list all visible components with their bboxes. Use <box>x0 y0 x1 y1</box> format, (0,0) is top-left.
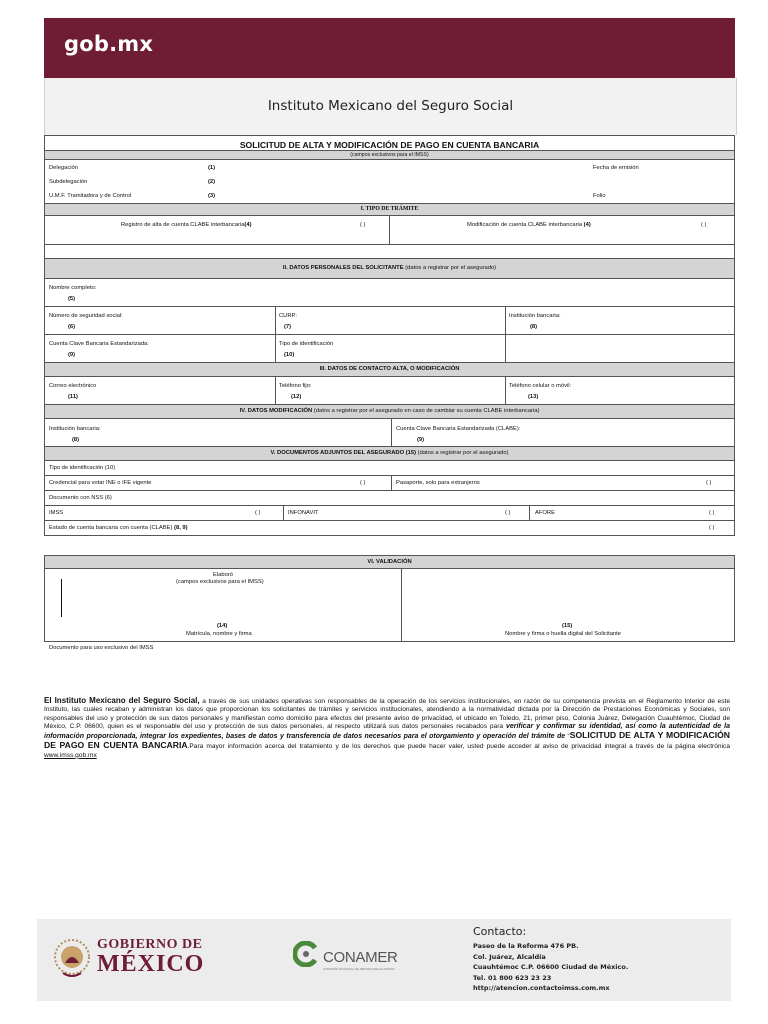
modificacion-row <box>44 419 735 447</box>
divider <box>505 307 506 334</box>
nss-label: Número de seguridad social: <box>49 313 123 319</box>
delegacion-label: Delegación <box>49 165 79 171</box>
registro-alta-check[interactable]: ( ) <box>360 222 366 228</box>
imss-check[interactable]: ( ) <box>255 510 261 516</box>
pasaporte-check[interactable]: ( ) <box>706 480 712 486</box>
num-6: (6) <box>68 324 76 330</box>
section-4-subtitle: (datos a registrar por el asegurado en caso de cambiar su cuenta CLABE interbancaria) <box>313 408 540 414</box>
nombre-label: Nombre completo: <box>49 285 97 291</box>
site-header <box>44 18 735 78</box>
tel-fijo-label: Teléfono fijo: <box>279 383 312 389</box>
imss-only-row <box>44 151 735 160</box>
validation-section <box>44 555 735 642</box>
modificacion-check[interactable]: ( ) <box>701 222 707 228</box>
elaboro-label: Elaboró <box>213 572 233 578</box>
credencial-label: Credencial para votar INE o IFE vigente <box>49 480 152 486</box>
footer <box>37 919 731 1001</box>
doc-nss-row <box>44 491 735 506</box>
tipo-id-label: Tipo de identificación <box>279 341 334 347</box>
conamer-tagline: COMISIÓN NACIONAL DE MEJORA REGULATORIA <box>323 967 395 971</box>
section-1-title: I. TIPO DE TRÁMITE <box>360 206 419 212</box>
signature-line <box>61 579 62 617</box>
estado-cuenta-label: Estado de cuenta bancaria con cuenta (CLABE) (8, 9) <box>49 525 188 531</box>
form-title: SOLICITUD DE ALTA Y MODIFICACIÓN DE PAGO EN CUENTA BANCARIA <box>239 140 540 150</box>
subdelegacion-label: Subdelegación <box>49 179 88 185</box>
validation-row <box>44 569 735 642</box>
institution-band <box>44 78 737 135</box>
divider <box>391 419 392 446</box>
imss-only-label: (campos exclusivos para el IMSS) <box>350 152 429 158</box>
divider <box>505 335 506 362</box>
section-5-header <box>44 447 735 461</box>
tipo-id10-row <box>44 461 735 476</box>
section-6-title: VI. VALIDACIÓN <box>367 559 412 565</box>
inst-bancaria-mod-label: Institución bancaria: <box>49 426 101 432</box>
privacy-lead: El Instituto Mexicano del Seguro Social, <box>44 696 200 705</box>
tel-cel-label: Teléfono celular o móvil: <box>509 383 572 389</box>
num-1: (1) <box>208 165 216 171</box>
privacy-procedure-name: SOLICITUD DE ALTA Y MODIFICACIÓN DE PAGO EN CUENTA BANCARIA <box>44 730 731 751</box>
section-4-title: IV. DATOS MODIFICACIÓN <box>239 408 313 414</box>
institution-title: Instituto Mexicano del Seguro Social <box>267 98 514 114</box>
section-3-header <box>44 363 735 377</box>
num-9-mod: (9) <box>417 437 425 443</box>
section-4-header <box>44 405 735 419</box>
imss-link[interactable]: www.imss.gob.mx <box>44 751 97 759</box>
divider <box>529 506 530 520</box>
request-form <box>44 135 735 536</box>
doc-nss-label: Documento con NSS (6) <box>49 495 112 501</box>
num-11: (11) <box>68 394 78 400</box>
fecha-emision-label: Fecha de emisión <box>593 165 639 171</box>
divider <box>283 506 284 520</box>
conamer-name: CONAMER <box>323 949 398 966</box>
imss-label: IMSS <box>49 510 64 516</box>
clabe-row <box>44 335 735 363</box>
num-13: (13) <box>528 394 539 400</box>
pasaporte-label: Pasaporte, solo para extranjeros <box>396 480 480 486</box>
privacy-text-3: .Para mayor información acerca del tratamiento y de los derechos que puede hacer valer, usted puede acceder al aviso de privacidad integral a través de la página electrónica <box>187 743 731 751</box>
privacy-quote: “ <box>565 733 570 741</box>
section-1-header <box>44 204 735 216</box>
gobmx-logo[interactable]: gob.mx <box>64 32 154 56</box>
num-9: (9) <box>68 352 76 358</box>
afore-check[interactable]: ( ) <box>709 510 715 516</box>
contact-phone: Tel. 01 800 623 23 23 <box>473 973 552 982</box>
num-2: (2) <box>208 179 216 185</box>
section-5-title: V. DOCUMENTOS ADJUNTOS DEL ASEGURADO (15) <box>270 450 417 456</box>
estado-cuenta-row <box>44 521 735 536</box>
imss-block <box>44 160 735 204</box>
section-3-title: III. DATOS DE CONTACTO ALTA, O MODIFICACIÓN <box>319 366 460 372</box>
id-docs-row <box>44 476 735 491</box>
imss-exclusive-note: Documento para uso exclusivo del IMSS <box>49 645 154 651</box>
divider <box>401 569 402 641</box>
section-2-title: II. DATOS PERSONALES DEL SOLICITANTE <box>282 265 404 271</box>
national-seal-icon <box>53 935 91 983</box>
divider <box>505 377 506 404</box>
num-14: (14) <box>217 623 228 629</box>
privacy-text-2: verificar y confirmar su identidad, así como la autenticidad de la información proporcionada, integrar los expedientes, bases de datos y transferencia de datos necesarios para el otorgamiento y operación del trámite de <box>44 722 730 741</box>
divider <box>275 335 276 362</box>
gob-line-2: MÉXICO <box>97 951 205 977</box>
contact-title: Contacto: <box>473 925 527 938</box>
contacto-row <box>44 377 735 405</box>
section-2-header <box>44 259 735 279</box>
contact-colonia: Col. Juárez, Alcaldía <box>473 952 546 961</box>
firma-solicitante-label: Nombre y firma o huella digital del Solicitante <box>505 631 621 637</box>
tipo-id10-label: Tipo de identificación (10) <box>49 465 116 471</box>
num-7: (7) <box>284 324 292 330</box>
conamer-logo <box>293 941 398 972</box>
privacy-text-1: a través de sus unidades operativas son responsables de la operación de los servicios institucionales, en razón de su competencia prevista en el Reglamento Interior de este Instituto, las cuales recaban y administran los datos que proporcionan los solicitantes de trámites y servicios institucionales, atendiendo a la normatividad dictada por la Dirección de Prestaciones Económicas y Sociales, son responsables del uso y protección de sus datos personales y manifiestan como domicilio para efectos del presente aviso de privacidad, el ubicado en Toledo, 21, primer piso, Colonia Juárez, Delegación Cuauhtémoc, Ciudad de México, C.P. 06600, quien es el responsable del uso y protección de sus datos personales, al respecto utilizará sus datos personales recabados para <box>44 698 730 730</box>
afore-label: AFORE <box>535 510 555 516</box>
contact-address: Paseo de la Reforma 476 PB. <box>473 942 579 950</box>
nombre-row <box>44 279 735 307</box>
infonavit-check[interactable]: ( ) <box>505 510 511 516</box>
folio-label: Folio <box>593 193 606 199</box>
contact-block <box>473 925 628 994</box>
clabe-label: Cuenta Clave Bancaria Estandarizada: <box>49 341 149 347</box>
contact-city: Cuauhtémoc C.P. 06600 Ciudad de México. <box>473 963 629 971</box>
section-6-header <box>44 555 735 569</box>
contact-url[interactable]: http://atencion.contactoimss.com.mx <box>473 984 610 992</box>
blank-row <box>44 245 735 259</box>
institutions-row <box>44 506 735 521</box>
modificacion-label: Modificación de cuenta CLABE interbancaria (4) <box>467 222 591 228</box>
tramite-row <box>44 216 735 245</box>
conamer-icon <box>293 941 319 967</box>
matricula-label: Matrícula, nombre y firma <box>186 631 252 637</box>
num-5: (5) <box>68 296 76 302</box>
form-title-row <box>44 135 735 151</box>
num-8: (8) <box>530 324 538 330</box>
divider <box>391 476 392 490</box>
registro-alta-label: Registro de alta de cuenta CLABE interbancaria(4) <box>121 222 252 228</box>
nss-row <box>44 307 735 335</box>
estado-cuenta-check[interactable]: ( ) <box>709 525 715 531</box>
privacy-notice <box>44 697 730 760</box>
credencial-check[interactable]: ( ) <box>360 480 366 486</box>
curp-label: CURP: <box>279 313 298 319</box>
divider <box>389 216 390 244</box>
gobierno-mexico-logo <box>97 937 204 978</box>
inst-bancaria-label: Institución bancaria: <box>509 313 561 319</box>
num-8-mod: (8) <box>72 437 80 443</box>
clabe-mod-label: Cuenta Clave Bancaria Estandarizada (CLABE): <box>396 426 521 432</box>
gob-line-1: GOBIERNO DE <box>97 937 203 952</box>
umf-label: U.M.F. Tramitadora y de Control <box>49 193 132 199</box>
divider <box>275 377 276 404</box>
num-12: (12) <box>291 394 302 400</box>
elaboro-sub-label: (campos exclusivos para el IMSS) <box>176 579 264 585</box>
num-15: (15) <box>562 623 573 629</box>
infonavit-label: INFONAVIT <box>288 510 319 516</box>
section-5-subtitle: (datos a registrar por el asegurado) <box>417 450 509 456</box>
num-3: (3) <box>208 193 216 199</box>
section-2-subtitle: (datos a registrar por el asegurado) <box>405 265 497 271</box>
num-10: (10) <box>284 352 295 358</box>
divider <box>275 307 276 334</box>
correo-label: Correo electrónico <box>49 383 97 389</box>
